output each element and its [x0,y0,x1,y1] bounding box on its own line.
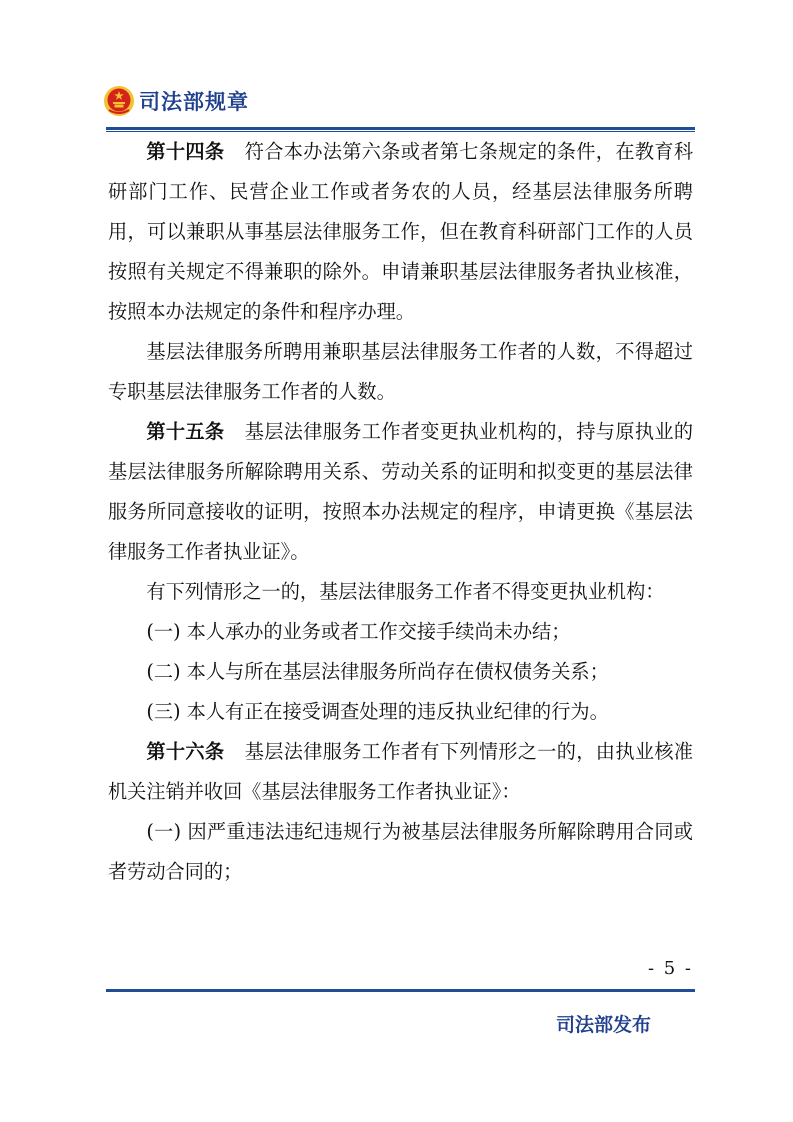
national-emblem-icon [103,85,135,117]
paragraph [108,412,693,572]
paragraph [108,332,693,412]
paragraph-text: (一) 因严重违法违纪违规行为被基层法律服务所解除聘用合同或者劳动合同的； [108,820,693,883]
paragraph-text: (三) 本人有正在接受调查处理的违反执业纪律的行为。 [146,700,609,723]
header-title: 司法部规章 [139,90,249,114]
list-item [108,692,693,732]
document-body [108,132,693,892]
paragraph [108,572,693,612]
paragraph [108,132,693,332]
footer-publisher: 司法部发布 [555,1014,651,1036]
article-number: 第十四条 [146,140,225,163]
list-item [108,652,693,692]
article-number: 第十五条 [146,420,225,443]
document-header [103,84,249,118]
footer-rule [106,989,695,992]
paragraph-text: 符合本办法第六条或者第七条规定的条件，在教育科研部门工作、民营企业工作或者务农的人员，经基层法律服务所聘用，可以兼职从事基层法律服务工作，但在教育科研部门工作的人员按照有关规定不得兼职的除外。申请兼职基层法律服务者执业核准，按照本办法规定的条件和程序办理。 [108,140,694,323]
paragraph-text: (一) 本人承办的业务或者工作交接手续尚未办结； [146,620,571,643]
paragraph-text: 基层法律服务所聘用兼职基层法律服务工作者的人数，不得超过专职基层法律服务工作者的人数。 [108,340,693,403]
paragraph-text: 基层法律服务工作者变更执业机构的，持与原执业的基层法律服务所解除聘用关系、劳动关系的证明和拟变更的基层法律服务所同意接收的证明，按照本办法规定的程序，申请更换《基层法律服务工作者执业证》。 [108,420,694,563]
header-rule [106,127,695,130]
article-number: 第十六条 [146,740,225,763]
paragraph-text: (二) 本人与所在基层法律服务所尚存在债权债务关系； [146,660,609,683]
page-number: - 5 - [647,958,693,979]
paragraph-text: 有下列情形之一的，基层法律服务工作者不得变更执业机构： [146,580,665,603]
list-item [108,812,693,892]
paragraph [108,732,693,812]
paragraph-text: 基层法律服务工作者有下列情形之一的，由执业核准机关注销并收回《基层法律服务工作者执业证》： [108,740,694,803]
list-item [108,612,693,652]
